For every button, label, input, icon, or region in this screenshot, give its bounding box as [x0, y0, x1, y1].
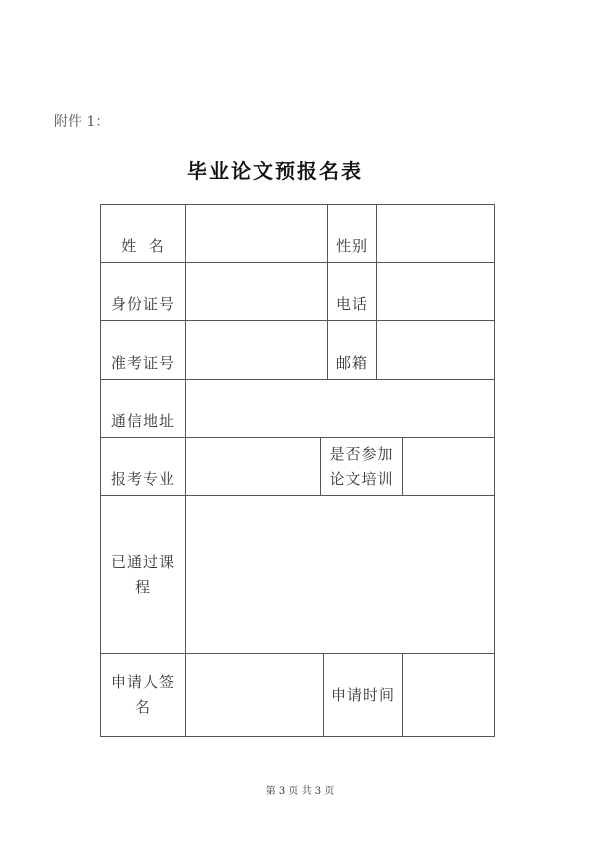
attachment-label: 附件 1：	[54, 114, 110, 130]
address-field[interactable]	[185, 379, 495, 438]
label-text: 申请人签	[110, 673, 175, 691]
label-exam-number	[100, 320, 186, 380]
label-email	[327, 320, 377, 380]
page-footer: 第 3 页 共 3 页	[265, 786, 335, 797]
gender-field[interactable]	[376, 204, 495, 263]
label-text: 准考证号	[110, 354, 175, 372]
label-text: 性别	[335, 237, 368, 255]
label-gender	[327, 204, 377, 263]
label-text: 名	[134, 698, 151, 716]
label-text: 已通过课	[110, 552, 175, 571]
apply-time-field[interactable]	[402, 653, 495, 737]
training-field[interactable]	[402, 437, 495, 496]
id-number-field[interactable]	[185, 262, 328, 321]
label-text: 通信地址	[110, 412, 175, 430]
email-field[interactable]	[376, 320, 495, 380]
phone-field[interactable]	[376, 262, 495, 321]
label-text: 程	[134, 577, 151, 596]
label-id-number	[100, 262, 186, 321]
label-text: 邮箱	[335, 354, 368, 372]
label-text: 报考专业	[110, 470, 175, 488]
label-courses	[100, 495, 186, 654]
signature-field[interactable]	[185, 653, 324, 737]
label-text: 是否参加	[329, 444, 394, 463]
label-text: 身份证号	[110, 295, 175, 313]
label-address	[100, 379, 186, 438]
label-training	[320, 437, 403, 496]
label-major	[100, 437, 186, 496]
label-signature	[100, 653, 186, 737]
label-text: 申请时间	[330, 685, 395, 704]
label-name	[100, 204, 186, 263]
label-text: 姓 名	[121, 237, 165, 255]
label-text: 论文培训	[329, 469, 394, 488]
label-text: 电话	[335, 295, 368, 313]
label-phone	[327, 262, 377, 321]
courses-field[interactable]	[185, 495, 495, 654]
exam-number-field[interactable]	[185, 320, 328, 380]
page-title: 毕业论文预报名表	[187, 159, 363, 183]
label-apply-time	[323, 653, 403, 737]
major-field[interactable]	[185, 437, 321, 496]
name-field[interactable]	[185, 204, 328, 263]
